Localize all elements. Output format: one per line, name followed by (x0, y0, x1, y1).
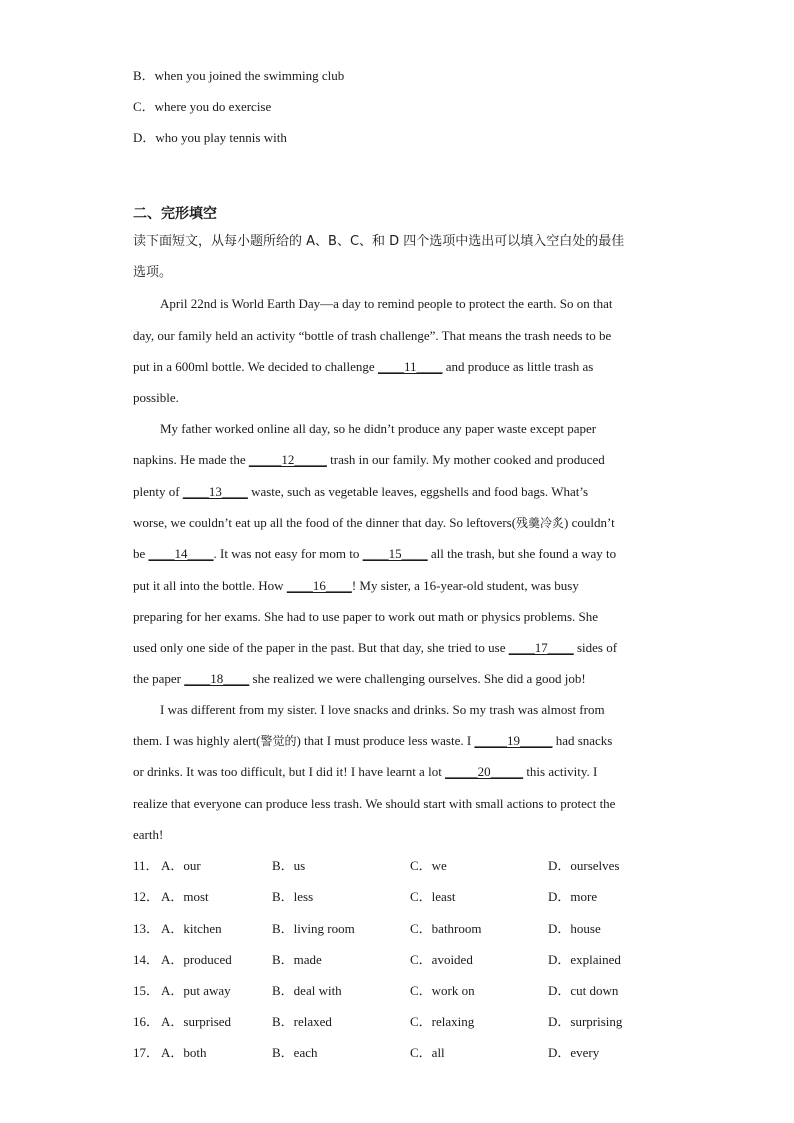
question-number: 15． (133, 983, 160, 998)
option-c: C．bathroom (410, 921, 482, 936)
option-b: B．us (272, 858, 306, 873)
option-c: C．relaxing (410, 1014, 475, 1029)
passage-line (133, 484, 588, 500)
blank-15: ____15____ (362, 546, 428, 561)
passage-text: them. I was highly alert( (133, 733, 261, 748)
option-b: B．relaxed (272, 1014, 332, 1029)
option-a: A．put away (161, 983, 231, 998)
blank-12: _____12_____ (248, 452, 327, 467)
passage-text: all the trash, but she found a way to (427, 546, 617, 561)
passage-line (133, 359, 593, 375)
option-d: D．ourselves (548, 858, 620, 873)
option-a: A．produced (161, 952, 232, 967)
blank-20: _____20_____ (445, 764, 524, 779)
chinese-gloss: 残羹冷炙 (516, 516, 565, 530)
option-d: D．surprising (548, 1014, 623, 1029)
section-instruction-line-1: 读下面短文，从每小题所给的 A、B、C、和 D 四个选项中选出可以填入空白处的最佳 (133, 234, 625, 249)
passage-text: ) couldn’t (564, 515, 615, 530)
question-row (133, 1014, 693, 1030)
passage-line (133, 578, 579, 594)
passage-text: put it all into the bottle. How (133, 578, 287, 593)
option-b: B．living room (272, 921, 355, 936)
passage-text: worse, we couldn’t eat up all the food of the dinner that day. So leftovers( (133, 515, 517, 530)
question-row (133, 921, 693, 937)
passage-line: earth! (133, 827, 164, 842)
question-row (133, 889, 693, 905)
passage-line: day, our family held an activity “bottle of trash challenge”. That means the trash needs to be (133, 328, 612, 343)
blank-19: _____19_____ (474, 733, 553, 748)
option-d: D．more (548, 889, 598, 904)
option-b: B．made (272, 952, 322, 967)
passage-text: used only one side of the paper in the past. But that day, she tried to use (133, 640, 509, 655)
prev-option-c: C．where you do exercise (133, 99, 272, 114)
blank-11: ____11____ (377, 359, 443, 374)
chinese-gloss: 警觉的 (260, 734, 297, 748)
question-row (133, 983, 693, 999)
passage-text: sides of (573, 640, 618, 655)
prev-option-b: B．when you joined the swimming club (133, 68, 345, 83)
question-number: 14． (133, 952, 160, 967)
passage-line (133, 640, 617, 656)
passage-line: My father worked online all day, so he didn’t produce any paper waste except paper (160, 421, 597, 436)
option-d: D．cut down (548, 983, 619, 998)
option-a: A．both (161, 1045, 207, 1060)
question-row (133, 858, 693, 874)
passage-text: napkins. He made the (133, 452, 249, 467)
option-a: A．our (161, 858, 201, 873)
passage-line (133, 671, 586, 687)
question-number: 12． (133, 889, 160, 904)
question-number: 13． (133, 921, 160, 936)
option-b: B．less (272, 889, 314, 904)
blank-16: ____16____ (286, 578, 352, 593)
option-c: C．least (410, 889, 456, 904)
question-number: 16． (133, 1014, 160, 1029)
option-a: A．most (161, 889, 209, 904)
blank-18: ____18____ (184, 671, 250, 686)
passage-text: put in a 600ml bottle. We decided to challenge (133, 359, 378, 374)
passage-text: be (133, 546, 149, 561)
passage-text: and produce as little trash as (442, 359, 594, 374)
passage-text: or drinks. It was too difficult, but I did it! I have learnt a lot (133, 764, 446, 779)
passage-line: April 22nd is World Earth Day—a day to remind people to protect the earth. So on that (160, 296, 613, 311)
passage-line (133, 546, 616, 562)
option-a: A．surprised (161, 1014, 232, 1029)
option-d: D．explained (548, 952, 621, 967)
passage-text: she realized we were challenging ourselves. She did a good job! (249, 671, 586, 686)
passage-line: I was different from my sister. I love snacks and drinks. So my trash was almost from (160, 702, 605, 717)
option-a: A．kitchen (161, 921, 222, 936)
passage-line: preparing for her exams. She had to use paper to work out math or physics problems. She (133, 609, 599, 624)
passage-text: . It was not easy for mom to (213, 546, 363, 561)
question-row (133, 952, 693, 968)
section-heading: 二、完形填空 (133, 206, 217, 222)
option-c: C．we (410, 858, 447, 873)
passage-line: realize that everyone can produce less trash. We should start with small actions to protect the (133, 796, 616, 811)
passage-text: the paper (133, 671, 185, 686)
option-b: B．each (272, 1045, 318, 1060)
passage-line (133, 452, 605, 468)
passage-text: trash in our family. My mother cooked and produced (326, 452, 605, 467)
passage-text: had snacks (552, 733, 613, 748)
option-d: D．every (548, 1045, 600, 1060)
question-row (133, 1045, 693, 1061)
blank-17: ____17____ (508, 640, 574, 655)
section-instruction-line-2: 选项。 (133, 265, 173, 280)
passage-text: waste, such as vegetable leaves, eggshells and food bags. What’s (247, 484, 589, 499)
passage-text: plenty of (133, 484, 183, 499)
option-c: C．work on (410, 983, 475, 998)
passage-text: ) that I must produce less waste. I (296, 733, 475, 748)
passage-line: possible. (133, 390, 179, 405)
option-b: B．deal with (272, 983, 342, 998)
question-number: 17． (133, 1045, 160, 1060)
passage-line (133, 733, 612, 749)
passage-line (133, 515, 615, 531)
passage-line (133, 764, 597, 780)
passage-text: ! My sister, a 16-year-old student, was busy (351, 578, 579, 593)
prev-option-d: D．who you play tennis with (133, 130, 287, 145)
option-c: C．avoided (410, 952, 473, 967)
blank-14: ____14____ (148, 546, 214, 561)
blank-13: ____13____ (182, 484, 248, 499)
question-number: 11． (133, 858, 159, 873)
option-d: D．house (548, 921, 601, 936)
option-c: C．all (410, 1045, 445, 1060)
passage-text: this activity. I (523, 764, 598, 779)
